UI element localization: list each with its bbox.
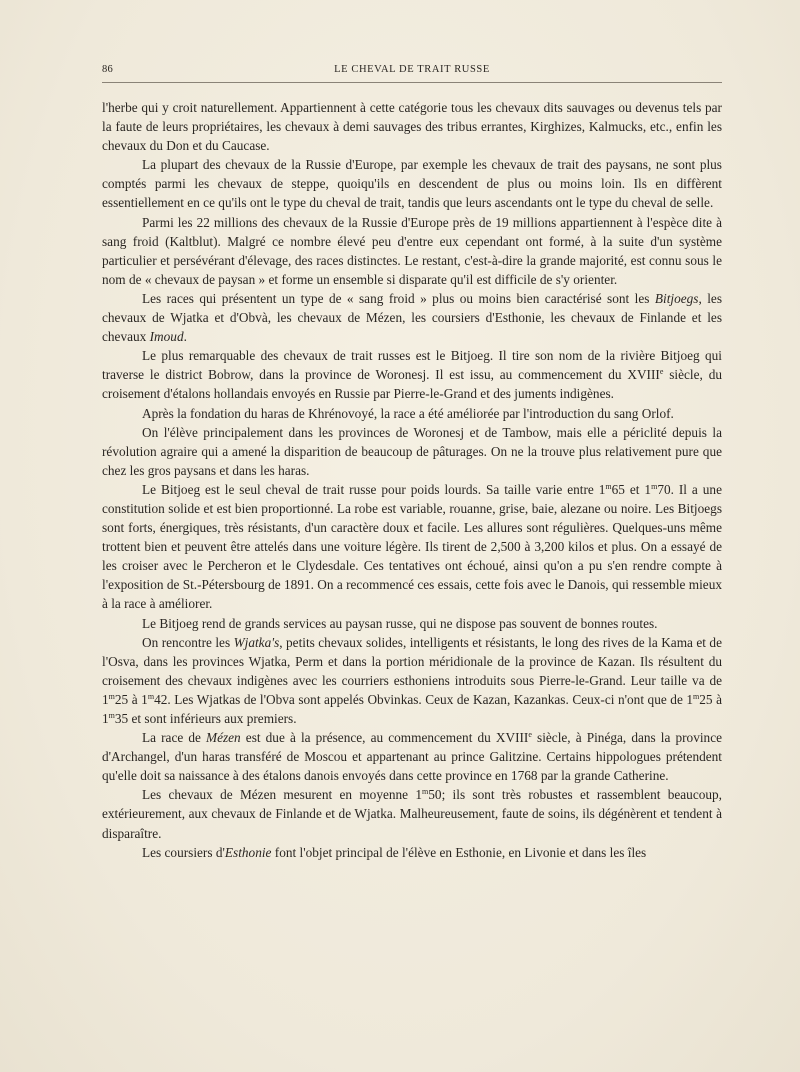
- paragraph: Le plus remarquable des chevaux de trait russes est le Bitjoeg. Il tire son nom de la rivière Bitjoeg qui traverse le district Bobrow, dans la province de Woronesj. Il est issu, au commencement du XVIIIe siècle, du croisement d'étalons hollandais envoyés en Russie par Pierre-le-Grand et des juments indigènes.: [102, 348, 722, 402]
- paragraph: Le Bitjoeg est le seul cheval de trait russe pour poids lourds. Sa taille varie entre 1$^m$65 et 1$^m$70. Il a une constitution solide et est bien proportionné. La robe est variable, rouanne, grise, baie, alezane ou noire. Les Bitjoegs sont forts, énergiques, très résistants, d'un caractère doux et facile. Les allures sont régulières. Quelques-uns même trottent bien et peuvent être attelés dans une voiture légère. Ils tirent de 2,500 à 3,200 kilos et plus. On a essayé de les croiser avec le Percheron et le Clydesdale. Ces tentatives ont échoué, ainsi qu'on a pu s'en rendre compte à l'exposition de St.-Pétersbourg de 1891. On a recommencé ces essais, cette fois avec le Danois, qui ressemble mieux à la race à améliorer.: [102, 481, 722, 612]
- page-number: 86: [102, 64, 114, 75]
- paragraph: Les coursiers d'Esthonie font l'objet principal de l'élève en Esthonie, en Livonie et dans les îles: [142, 844, 647, 860]
- paragraph: On rencontre les Wjatka's, petits chevaux solides, intelligents et résistants, le long des rives de la Kama et de l'Osva, dans les provinces Wjatka, Perm et dans la portion méridionale de la province de Kazan. Ils résultent du croisement des chevaux indigènes avec les courriers esthoniens introduits sous Pierre-le-Grand. Leur taille va de 1$^m$25 à 1$^m$42. Les Wjatkas de l'Obva sont appelés Obvinkas. Ceux de Kazan, Kazankas. Ceux-ci n'ont que de 1$^m$25 à 1$^m$35 et sont inférieurs aux premiers.: [102, 634, 723, 726]
- paragraph: La plupart des chevaux de la Russie d'Europe, par exemple les chevaux de trait des paysans, ne sont plus comptés parmi les chevaux de steppe, quoiqu'ils en descendent de plus ou moins loin. Ils en diffèrent essentiellement en ce qu'ils ont le type du cheval de trait, tandis que leurs ascendants ont le type du cheval de selle.: [102, 157, 722, 211]
- italic-term: Esthonie: [224, 844, 272, 860]
- paragraph: On l'élève principalement dans les provinces de Woronesj et de Tambow, mais elle a périclité depuis la révolution agraire qui a amené la disparition de beaucoup de pâturages. On ne la trouve plus relativement pure que chez les gros paysans et dans les haras.: [102, 424, 722, 478]
- italic-term: Wjatka's: [233, 634, 280, 650]
- paragraph: l'herbe qui y croit naturellement. Appartiennent à cette catégorie tous les chevaux dits sauvages ou devenus tels par la faute de leurs propriétaires, les chevaux à demi sauvages des tribus errantes, Kirghizes, Kalmucks, etc., enfin les chevaux du Don et du Caucase.: [102, 100, 722, 154]
- paragraph: Les chevaux de Mézen mesurent en moyenne 1$^m$50; ils sont très robustes et rassemblent beaucoup, extérieurement, aux chevaux de Finlande et de Wjatka. Malheureusement, faute de soins, ils dégénèrent et tendent à disparaître.: [102, 787, 722, 841]
- italic-term: Mézen: [206, 730, 241, 746]
- paragraph: Parmi les 22 millions des chevaux de la Russie d'Europe près de 19 millions appartiennent à l'espèce dite à sang froid (Kaltblut). Malgré ce nombre élevé peu d'entre eux cependant ont formé, à la suite d'un système particulier et persévérant d'élevage, des races distinctes. Le restant, c'est-à-dire la grande majorité, est connu sous le nom de « chevaux de paysan » et forme un ensemble si disparate qu'il est difficile de s'y orienter.: [102, 214, 722, 287]
- paragraph: La race de Mézen est due à la présence, au commencement du XVIIIe siècle, à Pinéga, dans la province d'Archangel, d'un haras transféré de Moscou et appartenant au prince Galitzine. Certains hippologues prétendent qu'elle doit sa naissance à des étalons danois envoyés dans cette province en 1768 par la grande Catherine.: [102, 730, 723, 784]
- paragraph: Les races qui présentent un type de « sang froid » plus ou moins bien caractérisé sont les Bitjoegs, les chevaux de Wjatka et d'Obvà, les chevaux de Mézen, les coursiers d'Esthonie, les chevaux de Finlande et les chevaux Imoud.: [102, 290, 722, 345]
- paragraph: Le Bitjoeg rend de grands services au paysan russe, qui ne dispose pas souvent de bonnes routes.: [142, 615, 658, 631]
- body-text: [102, 98, 722, 862]
- header-rule: [102, 82, 722, 83]
- page-header: [102, 62, 722, 82]
- paragraph: Après la fondation du haras de Khrénovoyé, la race a été améliorée par l'introduction du sang Orlof.: [142, 405, 674, 421]
- italic-term: Imoud: [149, 329, 184, 345]
- running-title: LE CHEVAL DE TRAIT RUSSE: [334, 64, 490, 75]
- italic-term: Bitjoegs: [654, 290, 699, 306]
